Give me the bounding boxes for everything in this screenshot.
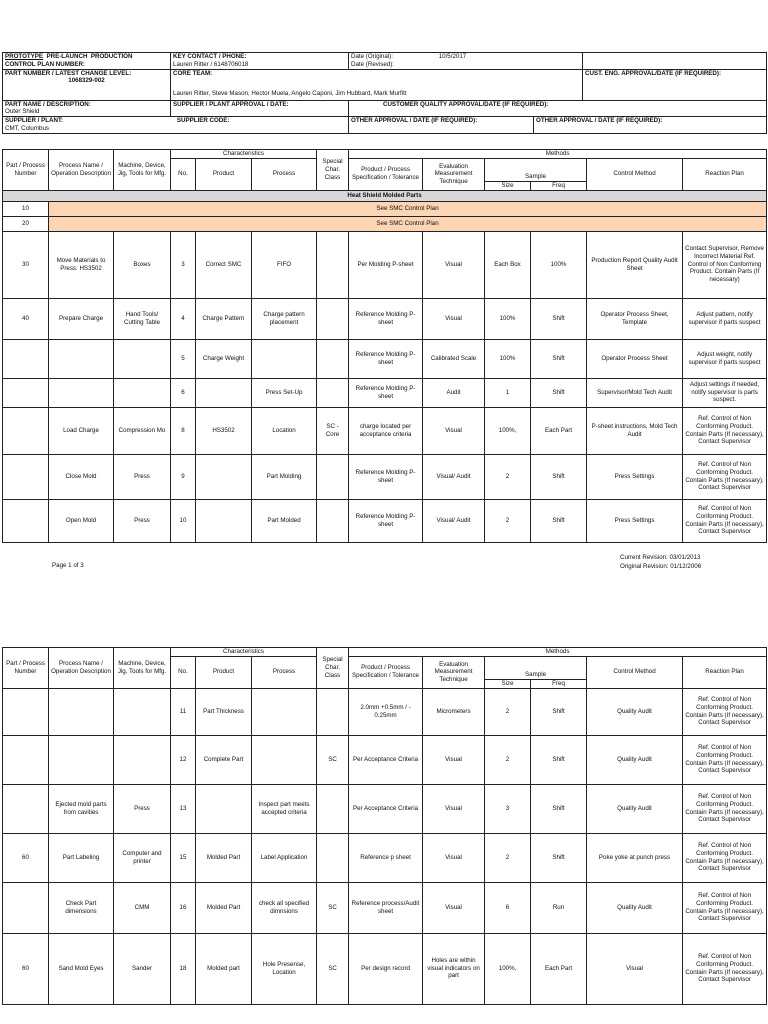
table-row <box>3 339 767 378</box>
special-class: SC <box>317 933 349 1004</box>
process: Press Set-Up <box>252 378 317 407</box>
col-freq: Freq <box>531 181 587 190</box>
sample-size: 6 <box>485 882 531 933</box>
op-10-note: See SMC Control Plan <box>49 201 767 216</box>
product: Complete Part <box>196 735 252 784</box>
process <box>252 339 317 378</box>
process-name <box>49 735 114 784</box>
process: FIFO <box>252 231 317 298</box>
evaluation: Visual/ Audit <box>423 499 485 542</box>
char-no: 5 <box>171 339 196 378</box>
sample-size: 100%, <box>485 933 531 1004</box>
sample-freq: Shift <box>531 378 587 407</box>
part-number-value: 1068329-002 <box>68 77 105 85</box>
table-row <box>3 933 767 1004</box>
machine <box>114 735 171 784</box>
sample-size: 2 <box>485 735 531 784</box>
sample-freq: Shift <box>531 784 587 833</box>
reaction-plan: Ref. Control of Non Conforming Product. Contain Parts (If necessary), Contact Supervisor <box>683 784 767 833</box>
sample-freq: Run <box>531 882 587 933</box>
customer-quality-label: CUSTOMER QUALITY APPROVAL/DATE (IF REQUIRED): <box>383 100 549 108</box>
sample-freq: Shift <box>531 298 587 339</box>
process-name: Load Charge <box>49 407 114 454</box>
sample-freq: Shift <box>531 688 587 735</box>
part-number: 30 <box>3 231 49 298</box>
machine: Press <box>114 784 171 833</box>
col-characteristics-p2: Characteristics <box>171 648 317 657</box>
date-revised-label: Date (Revised): <box>351 60 394 68</box>
process: Part Molded <box>252 499 317 542</box>
reaction-plan: Ref. Control of Non Conforming Product. Contain Parts (If necessary), Contact Supervisor <box>683 407 767 454</box>
char-no: 6 <box>171 378 196 407</box>
table-row <box>3 784 767 833</box>
char-no: 8 <box>171 407 196 454</box>
machine: CMM <box>114 882 171 933</box>
col-part-number-p2: Part / Process Number <box>3 648 49 689</box>
specification: charge located per acceptance criteria <box>349 407 423 454</box>
evaluation: Micrometers <box>423 688 485 735</box>
col-process-name: Process Name / Operation Description <box>49 150 114 191</box>
special-class <box>317 688 349 735</box>
sample-freq: 100% <box>531 231 587 298</box>
specification: Reference Molding P-sheet <box>349 298 423 339</box>
process-name: Close Mold <box>49 454 114 499</box>
table-row <box>3 735 767 784</box>
special-class: SC <box>317 735 349 784</box>
process: Label Application <box>252 833 317 882</box>
special-class <box>317 339 349 378</box>
col-product-p2: Product <box>196 656 252 688</box>
control-method: Press Settings <box>587 454 683 499</box>
product: Molded Part <box>196 833 252 882</box>
core-team-value: Lauren Ritter, Steve Mason, Hector Muela, Angelo Caponi, Jim Hubbard, Mark Murfitt <box>173 90 407 98</box>
sample-size: 1 <box>485 378 531 407</box>
process-name: Prepare Charge <box>49 298 114 339</box>
process: Inspect part meets accepted criteria <box>252 784 317 833</box>
evaluation: Visual <box>423 231 485 298</box>
supplier-approval-label: SUPPLIER / PLANT APPROVAL / DATE: <box>173 100 289 108</box>
char-no: 18 <box>171 933 196 1004</box>
special-class <box>317 298 349 339</box>
table-row <box>3 231 767 298</box>
col-control-method: Control Method <box>587 158 683 190</box>
original-revision: Original Revision: 01/12/2006 <box>620 562 702 570</box>
evaluation: Visual <box>423 407 485 454</box>
specification: Reference process/Audit sheet <box>349 882 423 933</box>
control-method: P-sheet instructions, Mold Tech Audit <box>587 407 683 454</box>
process-name <box>49 378 114 407</box>
product: Correct SMC <box>196 231 252 298</box>
part-number <box>3 735 49 784</box>
evaluation: Audit <box>423 378 485 407</box>
part-number <box>3 499 49 542</box>
part-number <box>3 688 49 735</box>
special-class <box>317 454 349 499</box>
char-no: 10 <box>171 499 196 542</box>
sample-freq: Shift <box>531 499 587 542</box>
process-name <box>49 339 114 378</box>
specification: Reference Molding P-sheet <box>349 378 423 407</box>
page-number: Page 1 of 3 <box>52 562 84 569</box>
char-no: 12 <box>171 735 196 784</box>
evaluation: Visual <box>423 298 485 339</box>
col-no: No. <box>171 158 196 190</box>
col-sample-p2: Sample <box>485 656 587 679</box>
process-name: Move Materials to Press: HS3502 <box>49 231 114 298</box>
evaluation: Visual <box>423 735 485 784</box>
part-number: 40 <box>3 298 49 339</box>
col-spec-p2: Product / Process Specification / Tolerance <box>349 656 423 688</box>
part-number: 60 <box>3 933 49 1004</box>
special-class <box>317 231 349 298</box>
plan-type-options <box>3 53 171 70</box>
evaluation: Visual <box>423 833 485 882</box>
production-label: PRODUCTION <box>90 53 133 60</box>
product: Part Thickness <box>196 688 252 735</box>
reaction-plan: Ref. Control of Non Conforming Product. Contain Parts (If necessary), Contact Supervisor <box>683 688 767 735</box>
process-name: Part Labeling <box>49 833 114 882</box>
specification: Per Acceptance Criteria <box>349 784 423 833</box>
col-machine-p2: Machine, Device, Jig, Tools for Mfg. <box>114 648 171 689</box>
part-number <box>3 407 49 454</box>
process-name: Ejected mold parts from cavities <box>49 784 114 833</box>
process: Part Molding <box>252 454 317 499</box>
specification: Per Acceptance Criteria <box>349 735 423 784</box>
col-reaction-plan-p2: Reaction Plan <box>683 656 767 688</box>
product <box>196 784 252 833</box>
char-no: 4 <box>171 298 196 339</box>
op-10-number: 10 <box>3 201 49 216</box>
product: Charge Pattern <box>196 298 252 339</box>
special-class: SC <box>317 882 349 933</box>
supplier-plant-cell <box>3 117 349 134</box>
sample-freq: Shift <box>531 339 587 378</box>
part-name-cell <box>3 100 171 117</box>
part-number <box>3 454 49 499</box>
process: Charge pattern placement <box>252 298 317 339</box>
table-row <box>3 298 767 339</box>
specification: Per Molding P-sheet <box>349 231 423 298</box>
date-cell <box>349 53 583 70</box>
col-special-p2: Special Char. Class <box>317 648 349 689</box>
specification: Reference p sheet <box>349 833 423 882</box>
key-contact-label: KEY CONTACT / PHONE: <box>173 53 247 60</box>
core-team-label: CORE TEAM: <box>173 69 213 77</box>
sample-freq: Each Part <box>531 407 587 454</box>
machine <box>114 378 171 407</box>
sample-freq: Shift <box>531 454 587 499</box>
evaluation: Holes are within visual indicators on part <box>423 933 485 1004</box>
cust-eng-cell <box>583 69 767 100</box>
prelaunch-label: PRE-LAUNCH <box>46 53 88 60</box>
product: HS3502 <box>196 407 252 454</box>
special-class <box>317 499 349 542</box>
part-number: 60 <box>3 833 49 882</box>
reaction-plan: Ref. Control of Non Conforming Product. Contain Parts (If necessary), Contact Supervisor <box>683 833 767 882</box>
special-class <box>317 784 349 833</box>
core-team-cell <box>171 69 583 100</box>
machine: Computer and printer <box>114 833 171 882</box>
evaluation: Calibrated Scale <box>423 339 485 378</box>
control-plan-header <box>2 52 766 134</box>
col-freq-p2: Freq <box>531 679 587 688</box>
evaluation: Visual <box>423 784 485 833</box>
op-20-note: See SMC Control Plan <box>49 216 767 231</box>
col-sample: Sample <box>485 158 587 181</box>
other-approval-2-label: OTHER APPROVAL / DATE (IF REQUIRED): <box>536 117 663 124</box>
specification: Reference Molding P-sheet <box>349 454 423 499</box>
sample-freq: Shift <box>531 833 587 882</box>
product: Molded part <box>196 933 252 1004</box>
supplier-approval-cell <box>171 100 349 117</box>
machine <box>114 339 171 378</box>
col-part-number: Part / Process Number <box>3 150 49 191</box>
product <box>196 378 252 407</box>
col-spec: Product / Process Specification / Tolerance <box>349 158 423 190</box>
machine: Boxes <box>114 231 171 298</box>
process: Hole Presense, Location <box>252 933 317 1004</box>
reaction-plan: Ref. Control of Non Conforming Product. Contain Parts (If necessary), Contact Supervisor <box>683 735 767 784</box>
sample-size: 2 <box>485 454 531 499</box>
col-methods-p2: Methods <box>349 648 767 657</box>
col-product: Product <box>196 158 252 190</box>
table-row <box>3 688 767 735</box>
other-approval-1-label: OTHER APPROVAL / DATE (IF REQUIRED): <box>351 117 478 124</box>
control-method: Quality Audit <box>587 735 683 784</box>
op-20-number: 20 <box>3 216 49 231</box>
part-name-value: Outer Shield <box>5 108 40 116</box>
process: Location <box>252 407 317 454</box>
specification: Reference Molding P-sheet <box>349 499 423 542</box>
sample-size: 2 <box>485 499 531 542</box>
other-approval-1-cell <box>349 117 534 134</box>
col-evaluation-p2: Evaluation Measurement Technique <box>423 656 485 688</box>
control-method: Operator Process Sheet, Template <box>587 298 683 339</box>
specification: Reference Molding P-sheet <box>349 339 423 378</box>
col-evaluation: Evaluation Measurement Technique <box>423 158 485 190</box>
reaction-plan: Adjust pattern, notify supervisor if parts suspect <box>683 298 767 339</box>
product: Molded Part <box>196 882 252 933</box>
product <box>196 499 252 542</box>
page2-grid <box>2 647 766 1005</box>
control-method: Supervisor/Mold Tech Audit <box>587 378 683 407</box>
col-reaction-plan: Reaction Plan <box>683 158 767 190</box>
special-class: SC - Core <box>317 407 349 454</box>
machine <box>114 688 171 735</box>
blank-cell <box>583 53 767 70</box>
char-no: 13 <box>171 784 196 833</box>
sample-freq: Each Part <box>531 933 587 1004</box>
control-method: Operator Process Sheet <box>587 339 683 378</box>
product: Charge Weight <box>196 339 252 378</box>
machine: Hand Tools/ Cutting Table <box>114 298 171 339</box>
table-row <box>3 833 767 882</box>
reaction-plan: Ref. Control of Non Conforming Product. Contain Parts (If necessary), Contact Supervisor <box>683 454 767 499</box>
sample-size: Each Box <box>485 231 531 298</box>
key-contact-value: Lauren Ritter / 6148706018 <box>173 60 249 68</box>
control-plan-number-label: CONTROL PLAN NUMBER: <box>5 60 85 68</box>
sample-size: 100% <box>485 298 531 339</box>
specification: 2.0mm +0.5mm / - 0.25mm <box>349 688 423 735</box>
revision-info <box>620 554 701 571</box>
sample-size: 2 <box>485 833 531 882</box>
machine: Press <box>114 499 171 542</box>
sample-size: 100% <box>485 339 531 378</box>
control-method: Quality Audit <box>587 882 683 933</box>
evaluation: Visual/ Audit <box>423 454 485 499</box>
char-no: 9 <box>171 454 196 499</box>
col-machine: Machine, Device, Jig, Tools for Mfg. <box>114 150 171 191</box>
evaluation: Visual <box>423 882 485 933</box>
col-control-method-p2: Control Method <box>587 656 683 688</box>
col-process-name-p2: Process Name / Operation Description <box>49 648 114 689</box>
char-no: 3 <box>171 231 196 298</box>
part-number <box>3 339 49 378</box>
reaction-plan: Ref. Control of Non Conforming Product. Contain Parts (If necessary), Contact Supervisor <box>683 882 767 933</box>
col-special: Special Char. Class <box>317 150 349 191</box>
control-method: Visual <box>587 933 683 1004</box>
machine: Sander <box>114 933 171 1004</box>
part-number <box>3 784 49 833</box>
col-characteristics: Characteristics <box>171 150 317 159</box>
reaction-plan: Adjust weight, notify supervisor if parts suspect <box>683 339 767 378</box>
col-process: Process <box>252 158 317 190</box>
col-size: Size <box>485 181 531 190</box>
char-no: 15 <box>171 833 196 882</box>
part-number-cell <box>3 69 171 100</box>
table-row <box>3 454 767 499</box>
control-method: Poke yoke at punch press <box>587 833 683 882</box>
prototype-label: PROTOTYPE <box>5 53 44 60</box>
special-class <box>317 833 349 882</box>
sample-size: 100%, <box>485 407 531 454</box>
process <box>252 735 317 784</box>
customer-quality-cell <box>349 100 767 117</box>
cust-eng-label: CUST. ENG. APPROVAL/DATE (IF REQUIRED): <box>585 69 722 77</box>
other-approval-2-cell <box>534 117 767 134</box>
process-name <box>49 688 114 735</box>
date-original-value: 10/5/2017 <box>438 53 467 60</box>
supplier-plant-value: CMT, Columbus <box>5 124 50 132</box>
reaction-plan: Adjust settings if needed, notify supervisor is parts suspect. <box>683 378 767 407</box>
col-size-p2: Size <box>485 679 531 688</box>
current-revision: Current Revision: 03/01/2013 <box>620 554 701 561</box>
table-row <box>3 378 767 407</box>
machine: Compression Mo <box>114 407 171 454</box>
date-original-label: Date (Original): <box>351 53 393 60</box>
char-no: 11 <box>171 688 196 735</box>
control-method: Production Report Quality Audit Sheet <box>587 231 683 298</box>
part-number <box>3 882 49 933</box>
control-method: Quality Audit <box>587 688 683 735</box>
reaction-plan: Ref. Control of Non Conforming Product. Contain Parts (If necessary), Contact Supervisor <box>683 933 767 1004</box>
supplier-plant-label: SUPPLIER / PLANT: <box>5 117 64 124</box>
part-number-label: PART NUMBER / LATEST CHANGE LEVEL: <box>5 69 132 77</box>
table-row <box>3 499 767 542</box>
sample-freq: Shift <box>531 735 587 784</box>
supplier-code-label: SUPPLIER CODE: <box>176 117 230 124</box>
table-row <box>3 882 767 933</box>
reaction-plan: Ref. Control of Non Conforming Product. Contain Parts (If necessary), Contact Supervisor <box>683 499 767 542</box>
specification: Per design record <box>349 933 423 1004</box>
part-name-label: PART NAME / DESCRIPTION: <box>5 100 91 108</box>
control-method: Press Settings <box>587 499 683 542</box>
char-no: 16 <box>171 882 196 933</box>
col-methods: Methods <box>349 150 767 159</box>
part-number <box>3 378 49 407</box>
sample-size: 2 <box>485 688 531 735</box>
table-row <box>3 407 767 454</box>
special-class <box>317 378 349 407</box>
process-name: Sand Mold Eyes <box>49 933 114 1004</box>
machine: Press <box>114 454 171 499</box>
col-process-p2: Process <box>252 656 317 688</box>
sample-size: 3 <box>485 784 531 833</box>
col-no-p2: No. <box>171 656 196 688</box>
process-name: Open Mold <box>49 499 114 542</box>
key-contact-cell <box>171 53 349 70</box>
process-name: Check Part dimensions <box>49 882 114 933</box>
control-method: Quality Audit <box>587 784 683 833</box>
product <box>196 454 252 499</box>
process <box>252 688 317 735</box>
reaction-plan: Contact Supervisor, Remove Incorrect Material Ref. Control of Non Conforming Product. Contain Parts (If necessary) <box>683 231 767 298</box>
page1-grid <box>2 149 766 543</box>
process: check all specified dimnsions <box>252 882 317 933</box>
section-title: Heat Shield Molded Parts <box>3 190 767 201</box>
